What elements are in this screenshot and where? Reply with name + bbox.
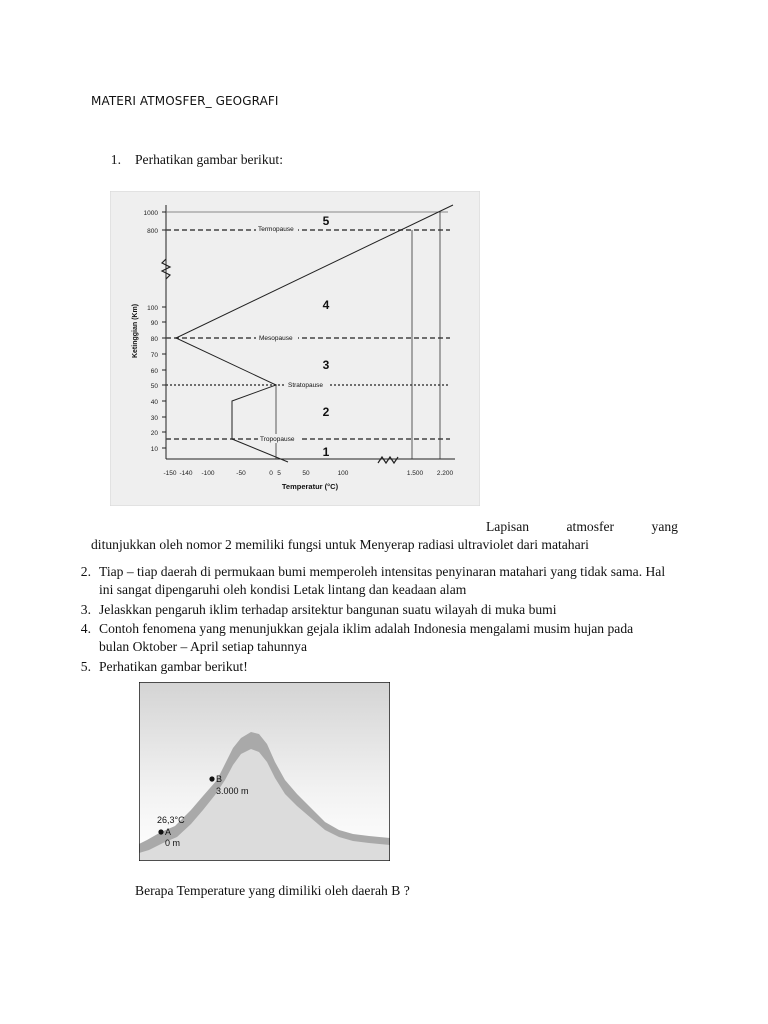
- question-4-number: 4.: [80, 621, 91, 636]
- layer-number-3: 3: [322, 358, 330, 372]
- y-tick-label: 30: [150, 415, 158, 422]
- x-tick-label: 1.500: [406, 470, 424, 477]
- answer-1-word: Lapisan: [486, 519, 530, 534]
- question-3-number: 3.: [80, 602, 91, 617]
- question-2-line-2: ini sangat dipengaruhi oleh kondisi Letak lintang dan keadaan alam: [99, 582, 467, 597]
- x-tick-label: -140: [179, 470, 193, 477]
- y-tick-label: 80: [150, 336, 158, 343]
- question-1-text: Perhatikan gambar berikut:: [135, 152, 283, 167]
- termopause-label: Termopause: [258, 226, 294, 233]
- answer-1-line-2: ditunjukkan oleh nomor 2 memiliki fungsi untuk Menyerap radiasi ultraviolet dari matahari: [91, 537, 589, 552]
- point-a-label: A: [165, 827, 172, 837]
- x-tick-label: 50: [302, 470, 310, 477]
- point-a-temperature: 26,3°C: [157, 815, 185, 825]
- mesopause-label: Mesopause: [259, 335, 293, 342]
- question-3-text: Jelaskkan pengaruh iklim terhadap arsitektur bangunan suatu wilayah di muka bumi: [99, 602, 557, 617]
- y-tick-label: 90: [150, 320, 158, 327]
- question-5-prompt: Berapa Temperature yang dimiliki oleh daerah B ?: [135, 883, 410, 898]
- question-2-line-1: Tiap – tiap daerah di permukaan bumi memperoleh intensitas penyinaran matahari yang tidak sama. Hal: [99, 564, 666, 579]
- x-tick-label: 2.200: [436, 470, 454, 477]
- y-tick-label: 50: [150, 383, 158, 390]
- x-tick-label: -50: [236, 470, 246, 477]
- layer-number-5: 5: [322, 214, 330, 228]
- atmosphere-diagram: [110, 191, 480, 506]
- y-tick-label: 1000: [143, 210, 158, 217]
- question-5-text: Perhatikan gambar berikut!: [99, 659, 248, 674]
- y-axis-label: Ketinggian (Km): [132, 303, 139, 359]
- y-tick-label: 70: [150, 352, 158, 359]
- point-b-elevation: 3.000 m: [216, 786, 249, 796]
- question-4-line-2: bulan Oktober – April setiap tahunnya: [99, 639, 308, 654]
- mountain-diagram: [139, 682, 390, 861]
- y-tick-label: 20: [150, 430, 158, 437]
- point-b-label: B: [216, 774, 223, 784]
- x-tick-label: 0: [269, 470, 273, 477]
- question-2-number: 2.: [80, 564, 91, 579]
- x-tick-label: -100: [201, 470, 215, 477]
- document-title: MATERI ATMOSFER_ GEOGRAFI: [91, 94, 279, 108]
- y-tick-label: 60: [150, 368, 158, 375]
- answer-1-word: yang: [651, 519, 678, 534]
- tropopause-label: Tropopause: [260, 436, 295, 443]
- layer-number-1: 1: [322, 445, 330, 459]
- point-a-elevation: 0 m: [165, 838, 181, 848]
- x-tick-label: 100: [337, 470, 349, 477]
- x-tick-label: 5: [277, 470, 281, 477]
- x-tick-label: -150: [163, 470, 177, 477]
- stratopause-label: Stratopause: [288, 382, 324, 389]
- mountain-figure: [139, 682, 390, 861]
- y-tick-label: 800: [147, 228, 158, 235]
- point-b-marker: [209, 776, 214, 781]
- question-5-number: 5.: [80, 659, 91, 674]
- answer-1-word: atmosfer: [566, 519, 615, 534]
- question-4-line-1: Contoh fenomena yang menunjukkan gejala iklim adalah Indonesia mengalami musim hujan pada: [99, 621, 634, 636]
- question-1-number: 1.: [110, 152, 121, 167]
- y-tick-label: 100: [147, 305, 158, 312]
- answer-1-line-1: [486, 518, 678, 536]
- x-axis-label: Temperatur (°C): [281, 482, 339, 491]
- layer-number-4: 4: [322, 298, 330, 312]
- y-tick-label: 40: [150, 399, 158, 406]
- y-tick-label: 10: [150, 446, 158, 453]
- layer-number-2: 2: [322, 405, 330, 419]
- atmosphere-figure: [110, 191, 480, 506]
- point-a-marker: [158, 829, 163, 834]
